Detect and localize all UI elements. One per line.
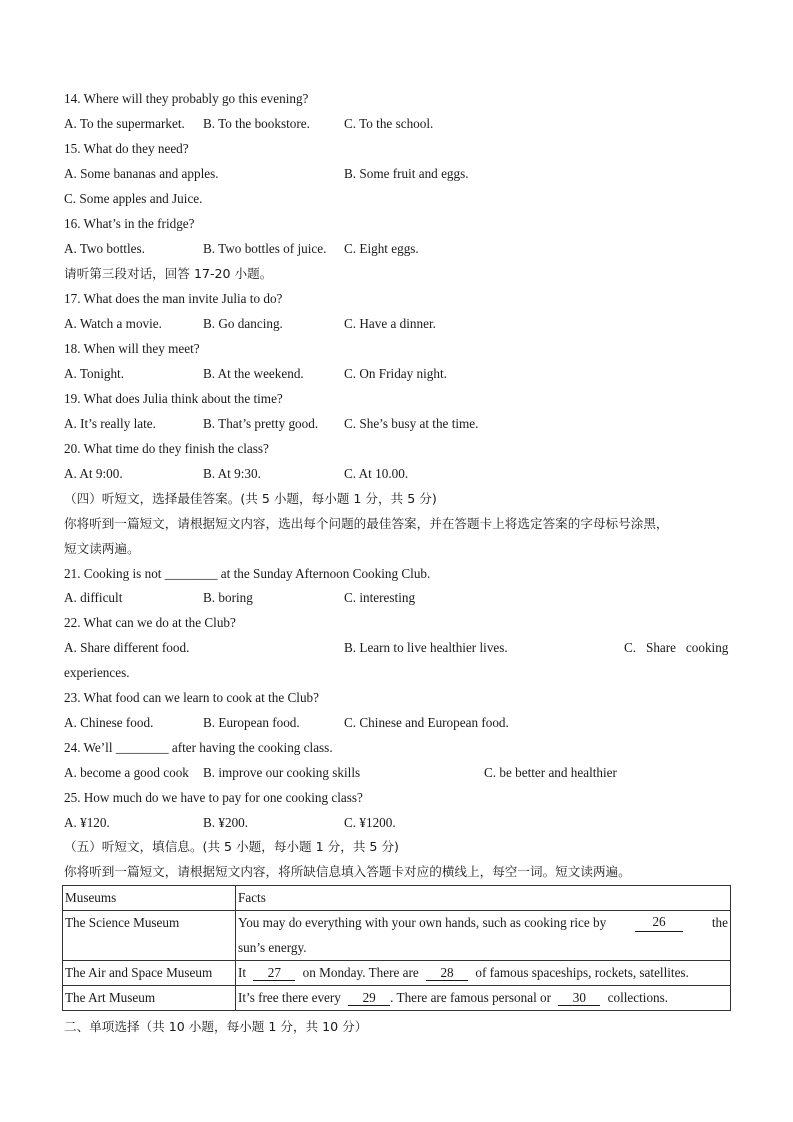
option-b: B. Two bottles of juice. (203, 241, 327, 256)
question-19: 19. What does Julia think about the time? (64, 391, 283, 406)
option-a: A. difficult (64, 590, 123, 605)
question-22: 22. What can we do at the Club? (64, 615, 236, 630)
question-24: 24. We’ll ________ after having the cooking class. (64, 740, 333, 755)
option-c: C. At 10.00. (344, 466, 409, 481)
option-a: A. Two bottles. (64, 241, 145, 256)
section-two-title: 二、单项选择（共 10 小题，每小题 1 分，共 10 分） (64, 1019, 368, 1034)
blank-number: 26 (652, 914, 666, 929)
table-header-row (63, 886, 731, 911)
question-23: 23. What food can we learn to cook at the Club? (64, 690, 319, 705)
blank-number: 27 (267, 965, 281, 980)
option-c: C. be better and healthier (484, 765, 617, 780)
fact-line (238, 914, 728, 932)
answer-blank-26[interactable] (635, 914, 683, 932)
answer-blank-29[interactable] (348, 990, 390, 1006)
option-a: A. Some bananas and apples. (64, 166, 219, 181)
option-a: A. Watch a movie. (64, 316, 162, 331)
section-4-title: （四）听短文，选择最佳答案。(共 5 小题，每小题 1 分，共 5 分) (64, 491, 437, 506)
option-b: B. At 9:30. (203, 466, 261, 481)
question-17: 17. What does the man invite Julia to do? (64, 291, 283, 306)
option-a: A. To the supermarket. (64, 116, 185, 131)
option-b: B. To the bookstore. (203, 116, 310, 131)
fact-text: on Monday. There are (302, 965, 419, 980)
answer-blank-30[interactable] (558, 990, 600, 1006)
option-a: A. It’s really late. (64, 416, 156, 431)
fact-text: It’s free there every (238, 990, 341, 1005)
option-b: B. That’s pretty good. (203, 416, 319, 431)
option-b: B. At the weekend. (203, 366, 304, 381)
option-a: A. Share different food. (64, 640, 190, 655)
option-c: C. Eight eggs. (344, 241, 419, 256)
table-row (63, 986, 731, 1011)
option-c: C. Chinese and European food. (344, 715, 509, 730)
option-c: C. Have a dinner. (344, 316, 436, 331)
table-row (63, 911, 731, 961)
header-facts: Facts (236, 886, 731, 911)
header-museums: Museums (63, 886, 236, 911)
option-b: B. boring (203, 590, 253, 605)
museum-name: The Air and Space Museum (63, 961, 236, 986)
option-b: B. ¥200. (203, 815, 249, 830)
option-a: A. become a good cook (64, 765, 189, 780)
option-b: B. Some fruit and eggs. (344, 166, 469, 181)
fact-line-2: sun’s energy. (238, 940, 307, 955)
museum-facts-table (62, 885, 731, 1011)
question-16: 16. What’s in the fridge? (64, 216, 195, 231)
blank-number: 30 (572, 990, 586, 1005)
table-row (63, 961, 731, 986)
option-a: A. ¥120. (64, 815, 110, 830)
blank-number: 28 (440, 965, 454, 980)
option-c-continued: experiences. (64, 665, 130, 680)
question-21: 21. Cooking is not ________ at the Sunday Afternoon Cooking Club. (64, 566, 431, 581)
option-c: C. She’s busy at the time. (344, 416, 479, 431)
section-4-description-cont: 短文读两遍。 (64, 541, 140, 556)
museum-fact (236, 961, 731, 986)
option-b: B. European food. (203, 715, 300, 730)
option-c: C. Some apples and Juice. (64, 191, 203, 206)
blank-number: 29 (362, 990, 376, 1005)
option-c: C. On Friday night. (344, 366, 447, 381)
option-c: C. To the school. (344, 116, 434, 131)
question-15: 15. What do they need? (64, 141, 189, 156)
question-18: 18. When will they meet? (64, 341, 200, 356)
option-a: A. Chinese food. (64, 715, 154, 730)
section-4-description: 你将听到一篇短文，请根据短文内容，选出每个问题的最佳答案，并在答题卡上将选定答案的字母标号涂黑， (64, 516, 669, 531)
question-25: 25. How much do we have to pay for one cooking class? (64, 790, 363, 805)
answer-blank-28[interactable] (426, 965, 468, 981)
museum-fact (236, 986, 731, 1011)
option-a: A. At 9:00. (64, 466, 123, 481)
fact-text: . There are famous personal or (390, 990, 552, 1005)
option-c: C. interesting (344, 590, 416, 605)
section-3-instruction: 请听第三段对话，回答 17-20 小题。 (64, 266, 273, 281)
question-20: 20. What time do they finish the class? (64, 441, 269, 456)
question-14: 14. Where will they probably go this evening? (64, 91, 309, 106)
section-5-title: （五）听短文，填信息。(共 5 小题，每小题 1 分，共 5 分) (64, 839, 399, 854)
option-c: C. ¥1200. (344, 815, 396, 830)
museum-fact (236, 911, 731, 961)
fact-text: collections. (607, 990, 669, 1005)
fact-text: of famous spaceships, rockets, satellites. (475, 965, 689, 980)
option-b: B. improve our cooking skills (203, 765, 361, 780)
museum-name: The Art Museum (63, 986, 236, 1011)
section-5-description: 你将听到一篇短文，请根据短文内容，将所缺信息填入答题卡对应的横线上，每空一词。短文读两遍。 (64, 864, 631, 879)
fact-text: the (711, 915, 728, 930)
option-a: A. Tonight. (64, 366, 125, 381)
fact-text: It (238, 965, 247, 980)
option-c: C. Share cooking (624, 640, 729, 655)
option-b: B. Learn to live healthier lives. (344, 640, 508, 655)
fact-text: You may do everything with your own hands, such as cooking rice by (238, 915, 607, 930)
museum-name: The Science Museum (63, 911, 236, 961)
answer-blank-27[interactable] (253, 965, 295, 981)
option-b: B. Go dancing. (203, 316, 283, 331)
